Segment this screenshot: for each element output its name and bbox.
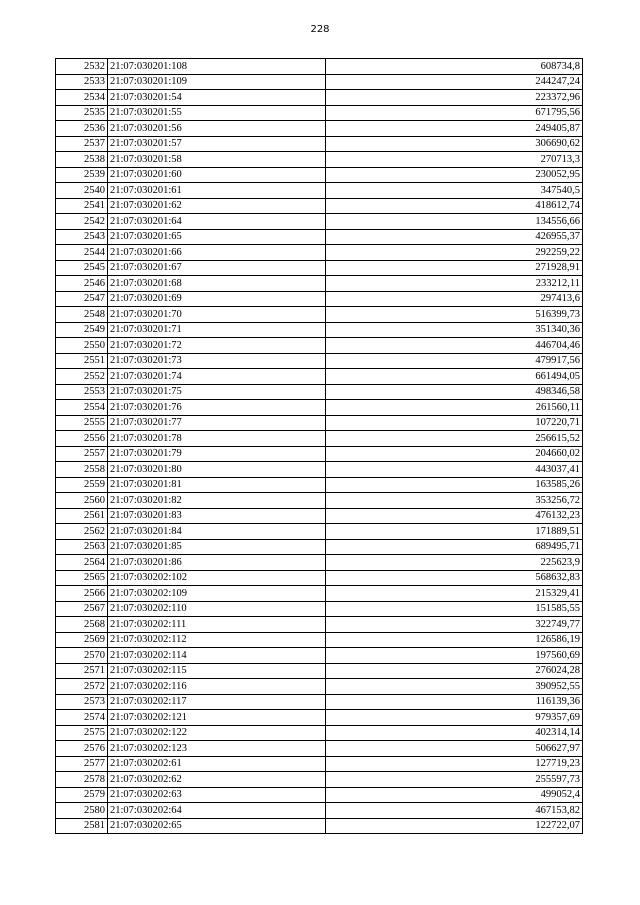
cadastral-number-cell: 21:07:030202:64 — [108, 803, 326, 819]
table-row — [56, 90, 583, 106]
value-cell: 443037,41 — [326, 462, 583, 478]
row-number-cell: 2561 — [56, 508, 108, 524]
row-number-cell: 2532 — [56, 59, 108, 75]
row-number-cell: 2551 — [56, 353, 108, 369]
table-row — [56, 710, 583, 726]
row-number-cell: 2569 — [56, 632, 108, 648]
row-number-cell: 2566 — [56, 586, 108, 602]
value-cell: 418612,74 — [326, 198, 583, 214]
cadastral-number-cell: 21:07:030201:77 — [108, 415, 326, 431]
cadastral-number-cell: 21:07:030201:56 — [108, 121, 326, 137]
row-number-cell: 2580 — [56, 803, 108, 819]
value-cell: 223372,96 — [326, 90, 583, 106]
table-row — [56, 400, 583, 416]
value-cell: 979357,69 — [326, 710, 583, 726]
table-row — [56, 384, 583, 400]
cadastral-number-cell: 21:07:030201:58 — [108, 152, 326, 168]
cadastral-number-cell: 21:07:030202:122 — [108, 725, 326, 741]
table-row — [56, 198, 583, 214]
cadastral-number-cell: 21:07:030201:72 — [108, 338, 326, 354]
cadastral-number-cell: 21:07:030201:65 — [108, 229, 326, 245]
row-number-cell: 2555 — [56, 415, 108, 431]
row-number-cell: 2567 — [56, 601, 108, 617]
table-row — [56, 524, 583, 540]
cadastral-number-cell: 21:07:030202:115 — [108, 663, 326, 679]
row-number-cell: 2577 — [56, 756, 108, 772]
value-cell: 297413,6 — [326, 291, 583, 307]
value-cell: 134556,66 — [326, 214, 583, 230]
cadastral-number-cell: 21:07:030201:55 — [108, 105, 326, 121]
value-cell: 126586,19 — [326, 632, 583, 648]
cadastral-value-table — [55, 58, 583, 834]
value-cell: 249405,87 — [326, 121, 583, 137]
value-cell: 390952,55 — [326, 679, 583, 695]
table-row — [56, 369, 583, 385]
value-cell: 479917,56 — [326, 353, 583, 369]
value-cell: 426955,37 — [326, 229, 583, 245]
value-cell: 353256,72 — [326, 493, 583, 509]
value-cell: 516399,73 — [326, 307, 583, 323]
cadastral-number-cell: 21:07:030202:110 — [108, 601, 326, 617]
cadastral-number-cell: 21:07:030201:60 — [108, 167, 326, 183]
cadastral-number-cell: 21:07:030202:114 — [108, 648, 326, 664]
table-row — [56, 508, 583, 524]
row-number-cell: 2538 — [56, 152, 108, 168]
cadastral-number-cell: 21:07:030201:80 — [108, 462, 326, 478]
table-row — [56, 121, 583, 137]
table-row — [56, 338, 583, 354]
table-row — [56, 493, 583, 509]
row-number-cell: 2564 — [56, 555, 108, 571]
cadastral-number-cell: 21:07:030201:68 — [108, 276, 326, 292]
row-number-cell: 2574 — [56, 710, 108, 726]
table-row — [56, 818, 583, 834]
value-cell: 116139,36 — [326, 694, 583, 710]
table-row — [56, 74, 583, 90]
cadastral-number-cell: 21:07:030201:73 — [108, 353, 326, 369]
value-cell: 127719,23 — [326, 756, 583, 772]
value-cell: 107220,71 — [326, 415, 583, 431]
table-row — [56, 648, 583, 664]
table-row — [56, 601, 583, 617]
row-number-cell: 2547 — [56, 291, 108, 307]
table-row — [56, 214, 583, 230]
row-number-cell: 2573 — [56, 694, 108, 710]
cadastral-number-cell: 21:07:030202:109 — [108, 586, 326, 602]
row-number-cell: 2576 — [56, 741, 108, 757]
row-number-cell: 2579 — [56, 787, 108, 803]
table-row — [56, 803, 583, 819]
table-row — [56, 725, 583, 741]
cadastral-number-cell: 21:07:030201:57 — [108, 136, 326, 152]
row-number-cell: 2565 — [56, 570, 108, 586]
cadastral-number-cell: 21:07:030201:109 — [108, 74, 326, 90]
value-cell: 671795,56 — [326, 105, 583, 121]
value-cell: 292259,22 — [326, 245, 583, 261]
row-number-cell: 2571 — [56, 663, 108, 679]
row-number-cell: 2542 — [56, 214, 108, 230]
cadastral-number-cell: 21:07:030202:117 — [108, 694, 326, 710]
row-number-cell: 2535 — [56, 105, 108, 121]
cadastral-number-cell: 21:07:030201:62 — [108, 198, 326, 214]
table-body — [56, 59, 583, 834]
table-row — [56, 694, 583, 710]
row-number-cell: 2572 — [56, 679, 108, 695]
cadastral-number-cell: 21:07:030201:74 — [108, 369, 326, 385]
table-row — [56, 663, 583, 679]
row-number-cell: 2543 — [56, 229, 108, 245]
cadastral-number-cell: 21:07:030201:79 — [108, 446, 326, 462]
cadastral-number-cell: 21:07:030202:102 — [108, 570, 326, 586]
row-number-cell: 2560 — [56, 493, 108, 509]
table-row — [56, 477, 583, 493]
table-row — [56, 322, 583, 338]
row-number-cell: 2557 — [56, 446, 108, 462]
row-number-cell: 2546 — [56, 276, 108, 292]
value-cell: 347540,5 — [326, 183, 583, 199]
value-cell: 276024,28 — [326, 663, 583, 679]
table-row — [56, 555, 583, 571]
cadastral-number-cell: 21:07:030201:71 — [108, 322, 326, 338]
value-cell: 204660,02 — [326, 446, 583, 462]
table-row — [56, 291, 583, 307]
cadastral-number-cell: 21:07:030201:61 — [108, 183, 326, 199]
cadastral-number-cell: 21:07:030202:116 — [108, 679, 326, 695]
cadastral-number-cell: 21:07:030201:85 — [108, 539, 326, 555]
cadastral-number-cell: 21:07:030201:67 — [108, 260, 326, 276]
cadastral-number-cell: 21:07:030201:86 — [108, 555, 326, 571]
value-cell: 402314,14 — [326, 725, 583, 741]
cadastral-number-cell: 21:07:030201:108 — [108, 59, 326, 75]
row-number-cell: 2540 — [56, 183, 108, 199]
table-row — [56, 756, 583, 772]
value-cell: 255597,73 — [326, 772, 583, 788]
page-number: 228 — [310, 24, 330, 35]
value-cell: 230052,95 — [326, 167, 583, 183]
value-cell: 171889,51 — [326, 524, 583, 540]
table-row — [56, 679, 583, 695]
cadastral-number-cell: 21:07:030202:111 — [108, 617, 326, 633]
row-number-cell: 2553 — [56, 384, 108, 400]
value-cell: 233212,11 — [326, 276, 583, 292]
value-cell: 122722,07 — [326, 818, 583, 834]
row-number-cell: 2537 — [56, 136, 108, 152]
value-cell: 215329,41 — [326, 586, 583, 602]
row-number-cell: 2562 — [56, 524, 108, 540]
value-cell: 661494,05 — [326, 369, 583, 385]
table-row — [56, 431, 583, 447]
cadastral-number-cell: 21:07:030201:78 — [108, 431, 326, 447]
value-cell: 467153,82 — [326, 803, 583, 819]
value-cell: 271928,91 — [326, 260, 583, 276]
value-cell: 225623,9 — [326, 555, 583, 571]
row-number-cell: 2558 — [56, 462, 108, 478]
value-cell: 351340,36 — [326, 322, 583, 338]
value-cell: 476132,23 — [326, 508, 583, 524]
table-row — [56, 586, 583, 602]
table-row — [56, 617, 583, 633]
table-row — [56, 59, 583, 75]
row-number-cell: 2549 — [56, 322, 108, 338]
row-number-cell: 2545 — [56, 260, 108, 276]
value-cell: 261560,11 — [326, 400, 583, 416]
value-cell: 506627,97 — [326, 741, 583, 757]
table-row — [56, 741, 583, 757]
row-number-cell: 2536 — [56, 121, 108, 137]
table-row — [56, 772, 583, 788]
row-number-cell: 2563 — [56, 539, 108, 555]
table-row — [56, 570, 583, 586]
table-row — [56, 229, 583, 245]
table-row — [56, 260, 583, 276]
value-cell: 608734,8 — [326, 59, 583, 75]
value-cell: 256615,52 — [326, 431, 583, 447]
value-cell: 689495,71 — [326, 539, 583, 555]
cadastral-number-cell: 21:07:030201:76 — [108, 400, 326, 416]
value-cell: 270713,3 — [326, 152, 583, 168]
value-cell: 568632,83 — [326, 570, 583, 586]
row-number-cell: 2575 — [56, 725, 108, 741]
row-number-cell: 2533 — [56, 74, 108, 90]
table-row — [56, 245, 583, 261]
table-row — [56, 462, 583, 478]
row-number-cell: 2544 — [56, 245, 108, 261]
row-number-cell: 2541 — [56, 198, 108, 214]
table-row — [56, 276, 583, 292]
cadastral-number-cell: 21:07:030202:123 — [108, 741, 326, 757]
value-cell: 306690,62 — [326, 136, 583, 152]
cadastral-number-cell: 21:07:030202:65 — [108, 818, 326, 834]
table-row — [56, 539, 583, 555]
table-row — [56, 183, 583, 199]
table-row — [56, 105, 583, 121]
row-number-cell: 2550 — [56, 338, 108, 354]
row-number-cell: 2556 — [56, 431, 108, 447]
value-cell: 322749,77 — [326, 617, 583, 633]
value-cell: 498346,58 — [326, 384, 583, 400]
cadastral-number-cell: 21:07:030202:62 — [108, 772, 326, 788]
value-cell: 499052,4 — [326, 787, 583, 803]
table-row — [56, 167, 583, 183]
row-number-cell: 2548 — [56, 307, 108, 323]
cadastral-number-cell: 21:07:030201:84 — [108, 524, 326, 540]
row-number-cell: 2581 — [56, 818, 108, 834]
value-cell: 244247,24 — [326, 74, 583, 90]
row-number-cell: 2539 — [56, 167, 108, 183]
table-row — [56, 353, 583, 369]
cadastral-number-cell: 21:07:030201:81 — [108, 477, 326, 493]
cadastral-number-cell: 21:07:030201:83 — [108, 508, 326, 524]
table-row — [56, 136, 583, 152]
cadastral-number-cell: 21:07:030201:69 — [108, 291, 326, 307]
cadastral-number-cell: 21:07:030201:64 — [108, 214, 326, 230]
value-cell: 197560,69 — [326, 648, 583, 664]
cadastral-number-cell: 21:07:030201:54 — [108, 90, 326, 106]
row-number-cell: 2570 — [56, 648, 108, 664]
table-row — [56, 152, 583, 168]
value-cell: 163585,26 — [326, 477, 583, 493]
cadastral-number-cell: 21:07:030201:66 — [108, 245, 326, 261]
cadastral-number-cell: 21:07:030201:82 — [108, 493, 326, 509]
cadastral-number-cell: 21:07:030201:70 — [108, 307, 326, 323]
row-number-cell: 2578 — [56, 772, 108, 788]
row-number-cell: 2559 — [56, 477, 108, 493]
table-row — [56, 415, 583, 431]
cadastral-number-cell: 21:07:030202:63 — [108, 787, 326, 803]
value-cell: 151585,55 — [326, 601, 583, 617]
table-row — [56, 446, 583, 462]
row-number-cell: 2568 — [56, 617, 108, 633]
cadastral-number-cell: 21:07:030202:121 — [108, 710, 326, 726]
row-number-cell: 2554 — [56, 400, 108, 416]
table-row — [56, 632, 583, 648]
value-cell: 446704,46 — [326, 338, 583, 354]
cadastral-number-cell: 21:07:030201:75 — [108, 384, 326, 400]
cadastral-number-cell: 21:07:030202:61 — [108, 756, 326, 772]
row-number-cell: 2534 — [56, 90, 108, 106]
cadastral-number-cell: 21:07:030202:112 — [108, 632, 326, 648]
table-row — [56, 307, 583, 323]
row-number-cell: 2552 — [56, 369, 108, 385]
table-row — [56, 787, 583, 803]
